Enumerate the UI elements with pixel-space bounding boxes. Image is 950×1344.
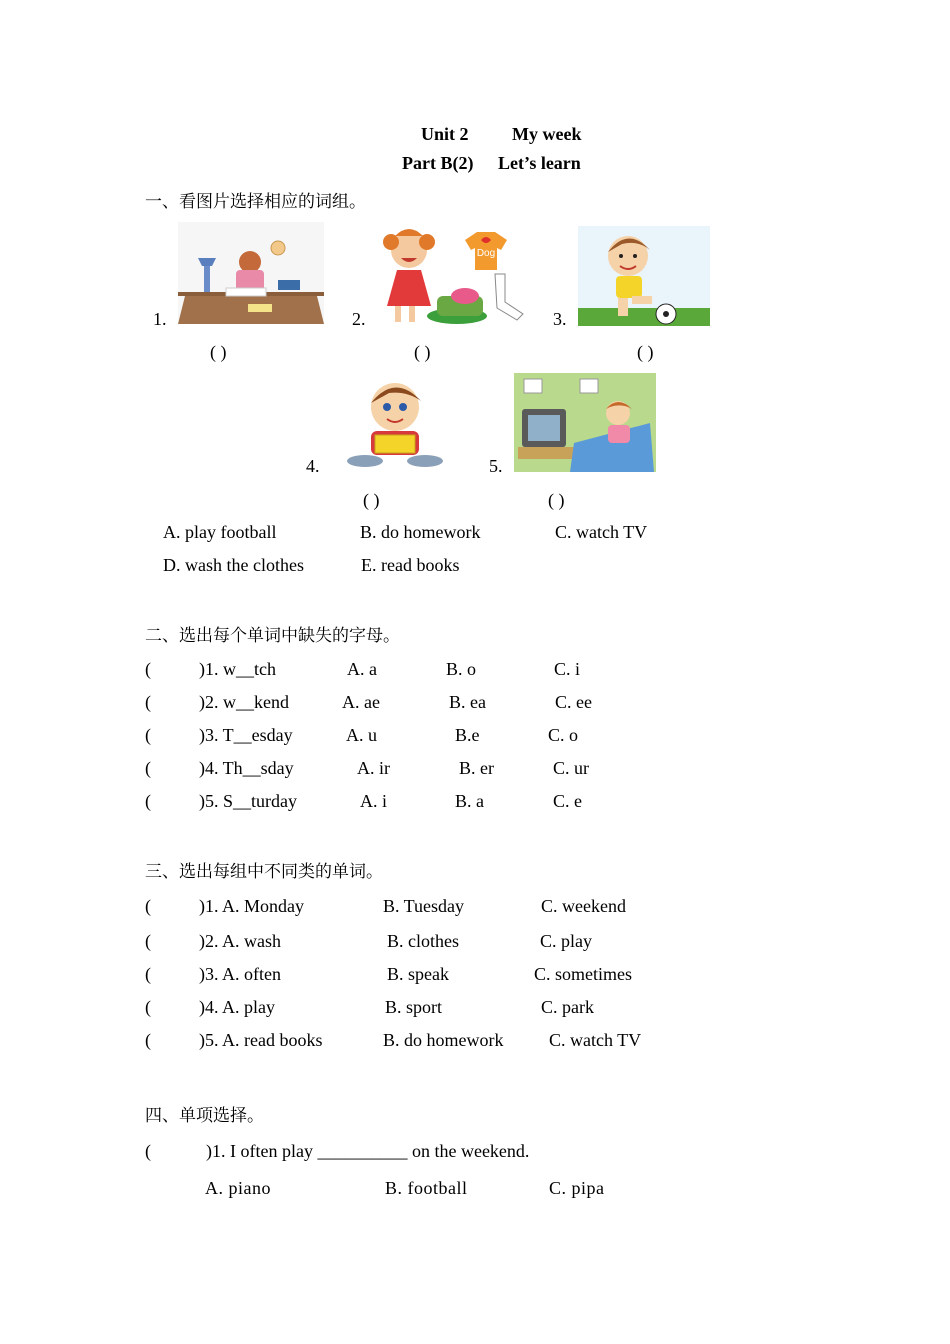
option-b: B. do homework xyxy=(360,522,481,542)
answer-blank-4[interactable]: ( ) xyxy=(363,490,380,510)
picture-number-5: 5. xyxy=(489,456,503,476)
picture-number-3: 3. xyxy=(553,309,567,329)
choice-b: B. do homework xyxy=(383,1030,504,1050)
part-title: Let’s learn xyxy=(498,153,581,173)
girl-washing-clothes-icon xyxy=(377,222,537,326)
answer-blank-5[interactable]: ( ) xyxy=(548,490,565,510)
picture-number-1: 1. xyxy=(153,309,167,329)
question-text: )2. w__kend xyxy=(199,692,289,712)
paren-open[interactable]: ( xyxy=(145,758,151,778)
choice-c: C. park xyxy=(541,997,594,1017)
paren-open[interactable]: ( xyxy=(145,1141,151,1161)
choice-c: C. e xyxy=(553,791,582,811)
section2-heading: 二、选出每个单词中缺失的字母。 xyxy=(145,626,400,646)
girl-doing-homework-icon xyxy=(178,222,324,324)
paren-open[interactable]: ( xyxy=(145,725,151,745)
question-text: )5. A. read books xyxy=(199,1030,323,1050)
paren-open[interactable]: ( xyxy=(145,931,151,951)
girl-watching-tv-icon xyxy=(514,373,656,472)
choice-b: B. sport xyxy=(385,997,443,1017)
question-text: )4. A. play xyxy=(199,997,275,1017)
choice-a: A. a xyxy=(347,659,377,679)
choice-b: B. o xyxy=(446,659,477,679)
choice-c: C. o xyxy=(548,725,579,745)
option-a: A. play football xyxy=(163,522,277,542)
choice-b: B. a xyxy=(455,791,484,811)
question-text: )3. A. often xyxy=(199,964,281,984)
choice-b: B. er xyxy=(459,758,494,778)
choice-c: C. watch TV xyxy=(549,1030,642,1050)
choice-b: B.e xyxy=(455,725,480,745)
question-text: )1. I often play __________ on the weekend. xyxy=(206,1141,530,1161)
choice-b: B. Tuesday xyxy=(383,896,465,916)
choice-a: A. piano xyxy=(205,1178,271,1198)
answer-blank-1[interactable]: ( ) xyxy=(210,342,227,362)
unit-label: Unit 2 xyxy=(421,124,469,144)
choice-a: A. i xyxy=(360,791,387,811)
answer-blank-2[interactable]: ( ) xyxy=(414,342,431,362)
option-d: D. wash the clothes xyxy=(163,555,304,575)
choice-b: B. clothes xyxy=(387,931,459,951)
paren-open[interactable]: ( xyxy=(145,1030,151,1050)
choice-a: A. u xyxy=(346,725,377,745)
answer-blank-3[interactable]: ( ) xyxy=(637,342,654,362)
choice-c: C. ur xyxy=(553,758,589,778)
choice-c: C. ee xyxy=(555,692,592,712)
question-text: )1. w__tch xyxy=(199,659,276,679)
choice-a: A. ae xyxy=(342,692,380,712)
question-text: )1. A. Monday xyxy=(199,896,304,916)
paren-open[interactable]: ( xyxy=(145,896,151,916)
paren-open[interactable]: ( xyxy=(145,692,151,712)
question-text: )5. S__turday xyxy=(199,791,297,811)
paren-open[interactable]: ( xyxy=(145,659,151,679)
unit-title: My week xyxy=(512,124,582,144)
paren-open[interactable]: ( xyxy=(145,791,151,811)
option-c: C. watch TV xyxy=(555,522,648,542)
boy-playing-football-icon xyxy=(578,226,710,326)
choice-b: B. ea xyxy=(449,692,486,712)
choice-b: B. football xyxy=(385,1178,468,1198)
question-text: )2. A. wash xyxy=(199,931,281,951)
choice-c: C. pipa xyxy=(549,1178,605,1198)
section3-heading: 三、选出每组中不同类的单词。 xyxy=(145,862,383,882)
option-e: E. read books xyxy=(361,555,460,575)
shirt-text: Dog xyxy=(476,248,496,259)
choice-c: C. i xyxy=(554,659,581,679)
choice-a: A. ir xyxy=(357,758,390,778)
question-text: )3. T__esday xyxy=(199,725,293,745)
part-label: Part B(2) xyxy=(402,153,474,173)
picture-number-2: 2. xyxy=(352,309,366,329)
boy-reading-book-icon xyxy=(343,377,447,471)
section1-heading: 一、看图片选择相应的词组。 xyxy=(145,192,366,212)
choice-c: C. sometimes xyxy=(534,964,632,984)
choice-c: C. weekend xyxy=(541,896,626,916)
question-text: )4. Th__sday xyxy=(199,758,294,778)
paren-open[interactable]: ( xyxy=(145,997,151,1017)
choice-c: C. play xyxy=(540,931,592,951)
section4-heading: 四、单项选择。 xyxy=(145,1106,264,1126)
paren-open[interactable]: ( xyxy=(145,964,151,984)
choice-b: B. speak xyxy=(387,964,449,984)
picture-number-4: 4. xyxy=(306,456,320,476)
